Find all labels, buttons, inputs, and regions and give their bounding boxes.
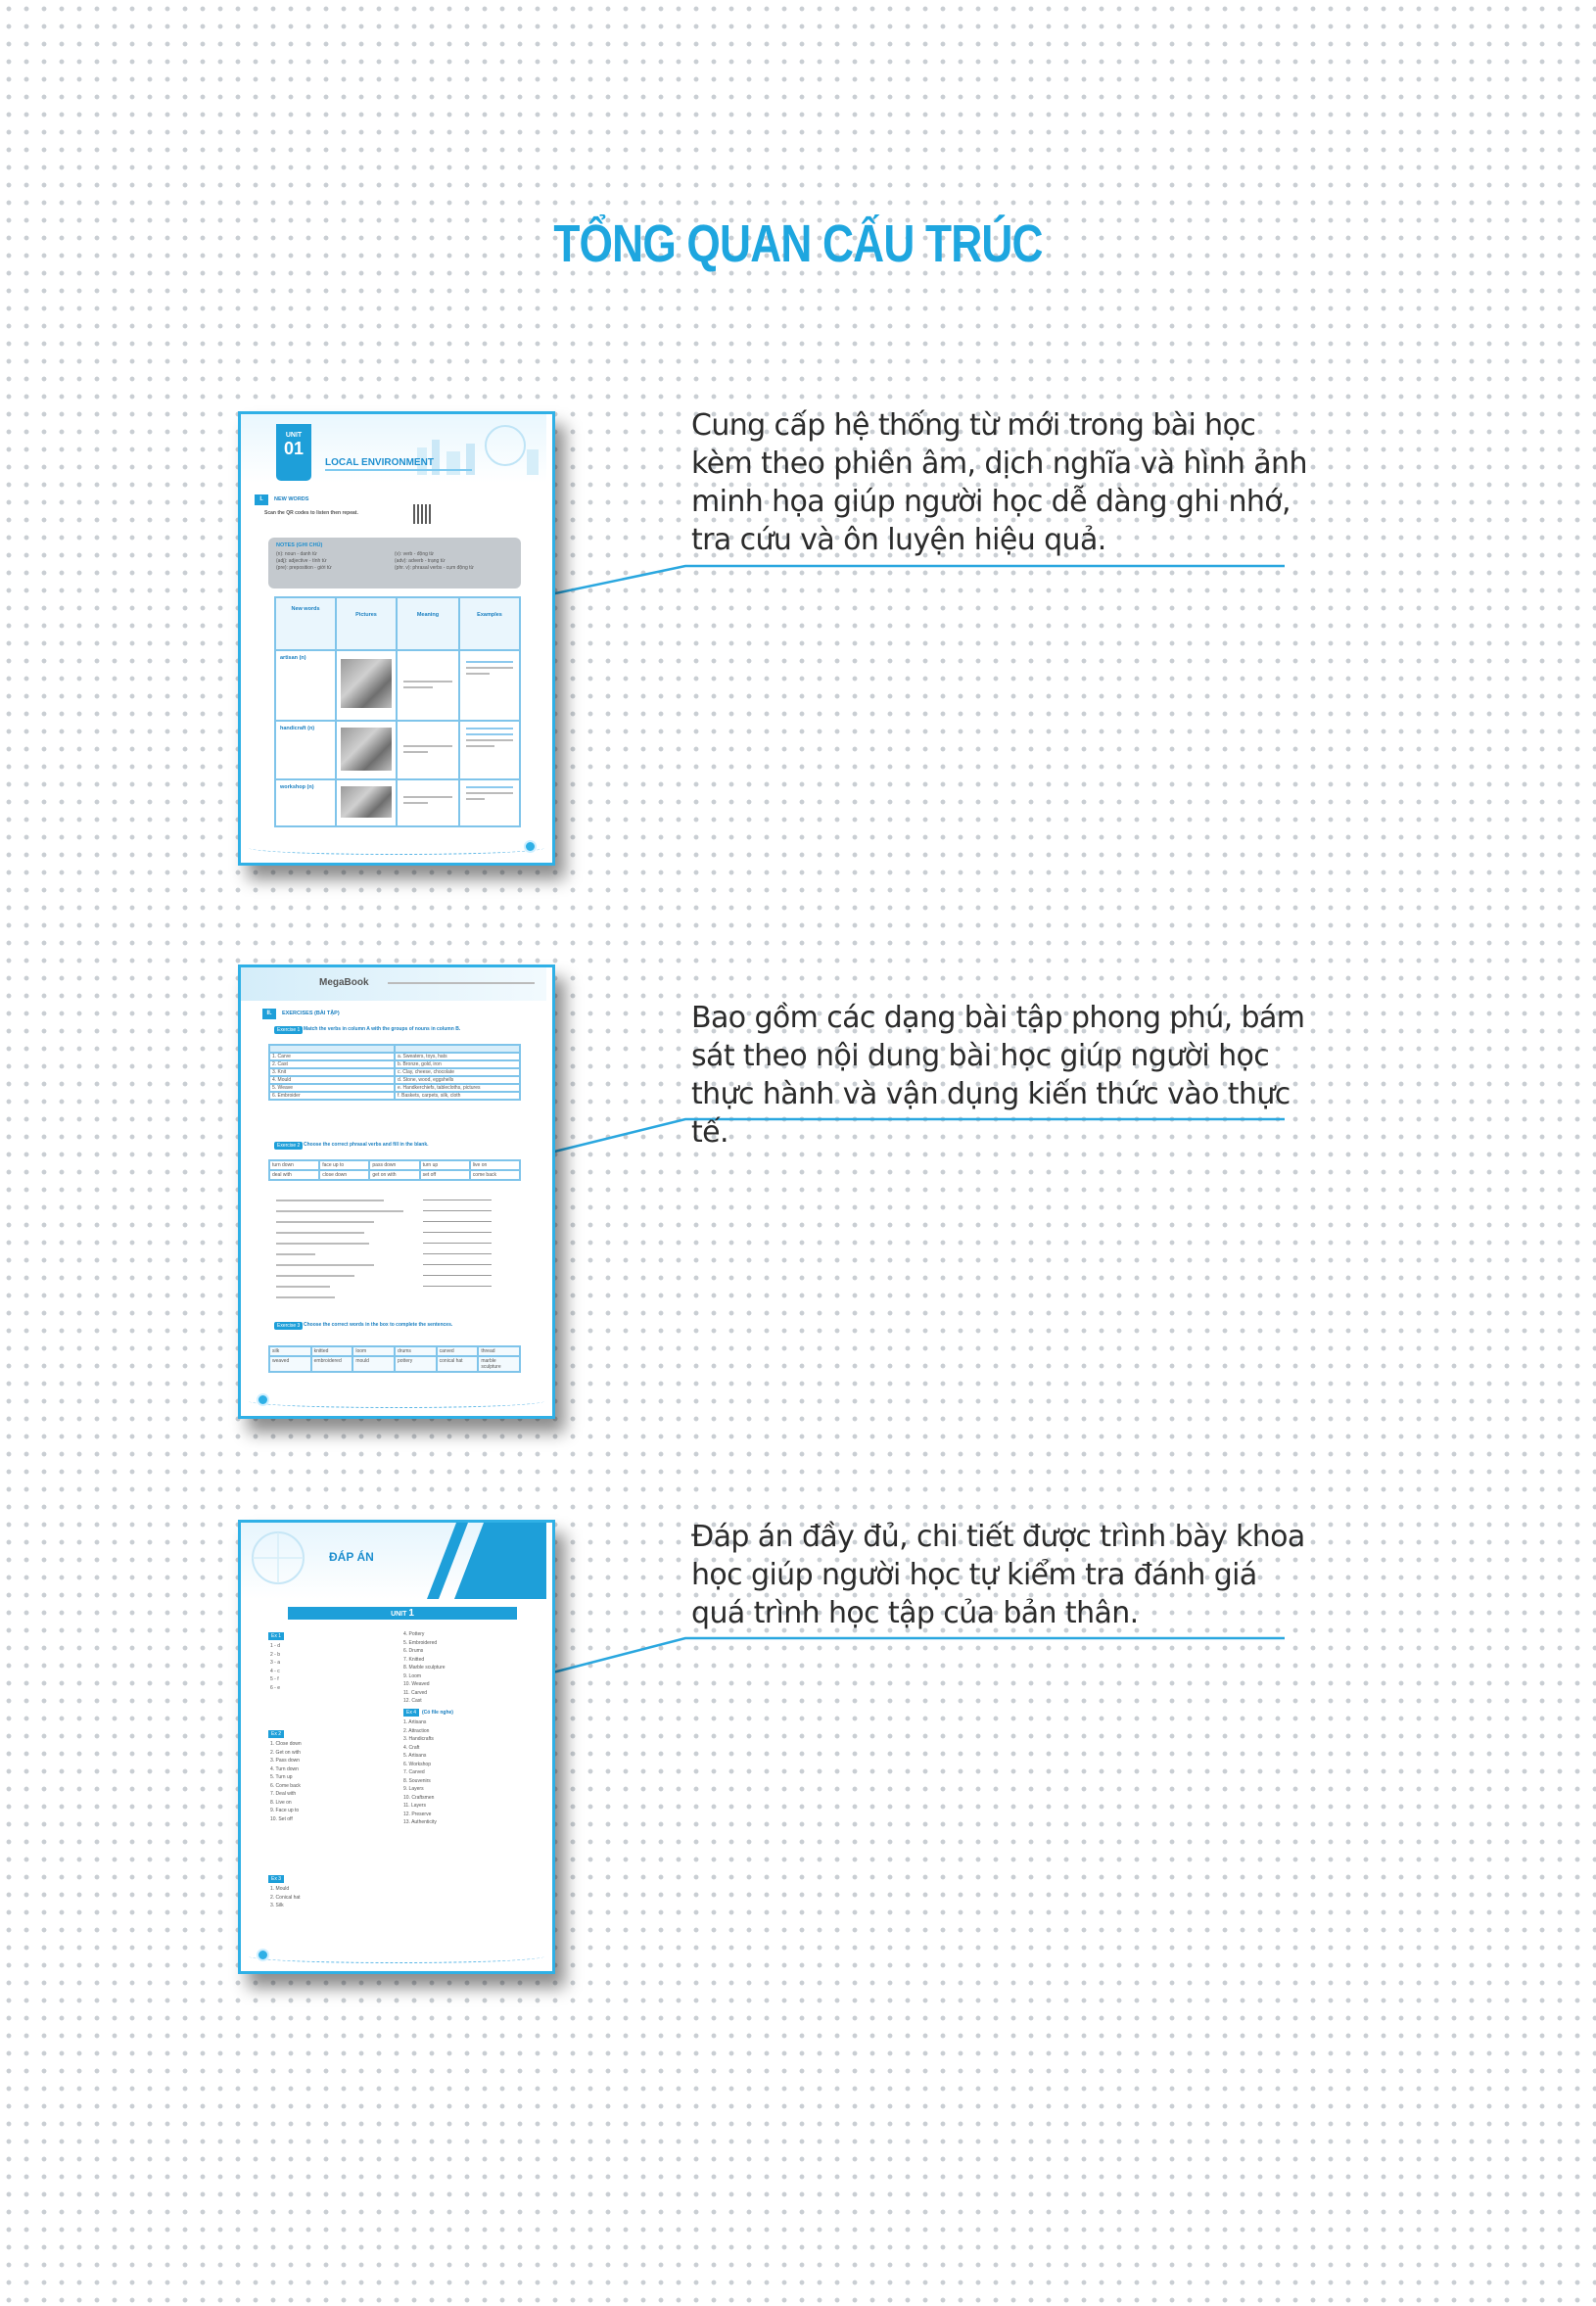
answer-header-band bbox=[241, 1523, 546, 1599]
unit-banner bbox=[241, 414, 546, 483]
answer-item: 4. Craft bbox=[403, 1744, 420, 1751]
page-number-dot bbox=[257, 1949, 269, 1961]
answer-item: 11. Carved bbox=[403, 1689, 428, 1696]
answer-item: 3. Pass down bbox=[270, 1758, 301, 1764]
answer-item: 6 - e bbox=[270, 1684, 281, 1691]
new-words-page-thumbnail bbox=[238, 411, 555, 866]
unit-number: 01 bbox=[283, 439, 305, 458]
note-item: (adj): adjective - tính từ bbox=[276, 558, 327, 564]
answer-item: 5 - f bbox=[270, 1676, 279, 1682]
answer-item: 12. Cast bbox=[403, 1698, 422, 1704]
ex-4-badge: Ex 4 bbox=[403, 1709, 419, 1717]
answer-item: 1. Close down bbox=[270, 1741, 302, 1747]
word-option: mould bbox=[352, 1356, 395, 1372]
answer-item: 5. Artisans bbox=[403, 1753, 427, 1759]
answer-item: 11. Layers bbox=[403, 1803, 426, 1809]
answer-item: 10. Weaved bbox=[403, 1681, 430, 1687]
answer-item: 5. Turn up bbox=[270, 1774, 293, 1780]
table-row bbox=[275, 721, 520, 779]
phrasal-verb: set off bbox=[420, 1170, 470, 1180]
ex-2-label: Ex 2 bbox=[268, 1730, 284, 1738]
ex-1-answers bbox=[270, 1642, 280, 1692]
exercise-3-label: Exercise 3 bbox=[274, 1322, 303, 1330]
exercise-1-label: Exercise 1 bbox=[274, 1026, 303, 1034]
answer-item: 3. Silk bbox=[270, 1903, 284, 1908]
unit-badge bbox=[276, 424, 311, 481]
phrasal-verb-box bbox=[268, 1159, 521, 1181]
answer-item: 12. Preserve bbox=[403, 1811, 432, 1817]
phrasal-verb: come back bbox=[470, 1170, 520, 1180]
answer-item: 2. Conical hat bbox=[270, 1894, 301, 1901]
answer-item: 4. Pottery bbox=[403, 1631, 425, 1637]
column-header: Examples bbox=[459, 597, 520, 650]
word-cell: handicraft (n) bbox=[275, 721, 336, 779]
answer-item: 2. Attraction bbox=[403, 1727, 430, 1734]
answer-item: 1. Mould bbox=[270, 1886, 290, 1892]
ex-4-answers bbox=[403, 1718, 437, 1827]
column-a-item: 3. Knit bbox=[269, 1068, 395, 1076]
exercise-2-title: Choose the correct phrasal verbs and fill in the blank. bbox=[304, 1142, 429, 1148]
note-item: (adv): adverb - trạng từ bbox=[395, 558, 446, 564]
answer-item: 1. Artisans bbox=[403, 1719, 427, 1725]
column-b-item: c. Clay, cheese, chocolate bbox=[395, 1068, 520, 1076]
answer-item: 9. Face up to bbox=[270, 1808, 300, 1813]
section-title: NEW WORDS bbox=[274, 496, 309, 502]
exercises-page-thumbnail bbox=[238, 965, 555, 1419]
qr-code-icon bbox=[413, 504, 433, 524]
answer-item: 4. Turn down bbox=[270, 1765, 299, 1772]
section-badge: I. bbox=[255, 494, 268, 505]
fill-in-lines bbox=[276, 1195, 521, 1302]
answer-item: 3 - a bbox=[270, 1660, 281, 1666]
unit-number: 1 bbox=[408, 1608, 414, 1619]
word-cell: workshop (n) bbox=[275, 779, 336, 826]
note-item: (n): noun - danh từ bbox=[276, 551, 317, 557]
unit-label: UNIT bbox=[285, 432, 303, 439]
brand-logo: MegaBook bbox=[319, 977, 369, 988]
word-option: drums bbox=[395, 1346, 437, 1356]
answer-item: 6. Workshop bbox=[403, 1761, 431, 1767]
note-item: (v): verb - động từ bbox=[395, 551, 435, 557]
word-option: thread bbox=[478, 1346, 520, 1356]
note-item: (pre): preposition - giới từ bbox=[276, 565, 332, 571]
section-title: EXERCISES (BÀI TẬP) bbox=[282, 1011, 340, 1016]
phrasal-verb: live on bbox=[470, 1160, 520, 1170]
column-b-item: d. Stone, wood, eggshells bbox=[395, 1076, 520, 1084]
column-b-item: b. Bronze, gold, iron bbox=[395, 1060, 520, 1068]
column-b-item: f. Baskets, carpets, silk, cloth bbox=[395, 1092, 520, 1100]
answer-item: 13. Authenticity bbox=[403, 1819, 437, 1825]
note-item: (phr. v): phrasal verbs - cụm động từ bbox=[395, 565, 474, 571]
column-header: New words bbox=[275, 597, 336, 650]
answer-key-page-thumbnail bbox=[238, 1520, 555, 1974]
notes-box bbox=[268, 538, 521, 588]
answer-item: 4 - c bbox=[270, 1668, 280, 1674]
answer-item: 3. Handicrafts bbox=[403, 1736, 434, 1742]
unit-title: LOCAL ENVIRONMENT bbox=[325, 457, 434, 468]
page-number-dot bbox=[524, 840, 537, 853]
phrasal-verb: close down bbox=[319, 1170, 369, 1180]
word-option: weaved bbox=[269, 1356, 311, 1372]
column-a-item: 4. Mould bbox=[269, 1076, 395, 1084]
answer-item: 6. Drums bbox=[403, 1648, 424, 1654]
page-curl bbox=[249, 1950, 544, 1963]
header-stripe bbox=[388, 982, 535, 984]
ex-3-answers bbox=[270, 1885, 301, 1910]
workshop-photo bbox=[341, 786, 392, 818]
section-2-description: Bao gồm các dạng bài tập phong phú, bám sát theo nội dung bài học giúp người học thực hành và vận dụng kiến thức vào thực tế. bbox=[691, 1001, 1305, 1150]
word-option: carved bbox=[437, 1346, 479, 1356]
answer-item: 2. Get on with bbox=[270, 1749, 301, 1756]
vocab-table bbox=[274, 596, 521, 827]
answer-item: 1 - d bbox=[270, 1643, 281, 1649]
unit-title-underline bbox=[325, 469, 472, 471]
ex-1-label: Ex 1 bbox=[268, 1632, 284, 1640]
ex-3-label: Ex 3 bbox=[268, 1875, 284, 1883]
answer-item: 10. Craftsmen bbox=[403, 1794, 435, 1801]
word-option: silk bbox=[269, 1346, 311, 1356]
answer-item: 10. Set off bbox=[270, 1815, 293, 1822]
ex-3-continued-answers bbox=[403, 1630, 446, 1706]
section-badge: II. bbox=[262, 1009, 276, 1019]
word-box bbox=[268, 1345, 521, 1373]
unit-label: UNIT bbox=[391, 1611, 407, 1618]
column-a-item: 6. Embroider bbox=[269, 1092, 395, 1100]
column-a-item: 5. Weave bbox=[269, 1084, 395, 1092]
answer-item: 8. Souvenirs bbox=[403, 1777, 431, 1784]
column-a-item: 1. Carve bbox=[269, 1053, 395, 1060]
answer-item: 8. Marble sculpture bbox=[403, 1665, 446, 1671]
column-header: Pictures bbox=[336, 597, 397, 650]
column-b-item: e. Handkerchiefs, tablecloths, pictures bbox=[395, 1084, 520, 1092]
page-curl bbox=[249, 1394, 544, 1408]
ex-2-answers bbox=[270, 1740, 302, 1823]
word-option: pottery bbox=[395, 1356, 437, 1372]
phrasal-verb: turn down bbox=[269, 1160, 319, 1170]
section-1-description: Cung cấp hệ thống từ mới trong bài học kèm theo phiên âm, dịch nghĩa và hình ảnh minh họa giúp người học dễ dàng ghi nhớ, tra cứu và ôn luyện hiệu quả. bbox=[691, 408, 1307, 557]
matching-table bbox=[268, 1044, 521, 1101]
word-option: marble sculpture bbox=[478, 1356, 520, 1372]
exercise-1-title: Match the verbs in column A with the groups of nouns in column B. bbox=[304, 1026, 461, 1032]
section-3-description: Đáp án đầy đủ, chi tiết được trình bày khoa học giúp người học tự kiểm tra đánh giá quá trình học tập của bản thân. bbox=[691, 1520, 1305, 1630]
phrasal-verb: turn up bbox=[420, 1160, 470, 1170]
exercise-2-label: Exercise 2 bbox=[274, 1142, 303, 1150]
table-row bbox=[275, 650, 520, 721]
header-stripes bbox=[388, 1523, 546, 1599]
answer-item: 2 - b bbox=[270, 1651, 281, 1658]
handicraft-photo bbox=[341, 728, 392, 771]
page-number-dot bbox=[257, 1393, 269, 1406]
page-curl bbox=[249, 841, 544, 855]
column-a-item: 2. Cast bbox=[269, 1060, 395, 1068]
word-option: conical hat bbox=[437, 1356, 479, 1372]
column-b-item: a. Sweaters, toys, hats bbox=[395, 1053, 520, 1060]
phrasal-verb: pass down bbox=[369, 1160, 419, 1170]
word-option: embroidered bbox=[311, 1356, 353, 1372]
notes-header: NOTES (GHI CHÚ) bbox=[276, 542, 323, 548]
ex-4-note: (Có file nghe) bbox=[422, 1710, 453, 1716]
answer-item: 7. Knitted bbox=[403, 1656, 425, 1663]
phrasal-verb: face up to bbox=[319, 1160, 369, 1170]
answer-item: 7. Deal with bbox=[270, 1791, 297, 1797]
word-option: loom bbox=[352, 1346, 395, 1356]
unit-banner bbox=[288, 1607, 517, 1620]
table-row bbox=[275, 779, 520, 826]
connector-line-1 bbox=[537, 566, 1285, 597]
phrasal-verb: get on with bbox=[369, 1170, 419, 1180]
column-header: Meaning bbox=[397, 597, 459, 650]
word-option: knitted bbox=[311, 1346, 353, 1356]
answer-item: 9. Layers bbox=[403, 1786, 424, 1792]
qr-instruction: Scan the QR codes to listen then repeat. bbox=[264, 510, 358, 516]
answer-item: 9. Loom bbox=[403, 1672, 422, 1679]
ferris-wheel-image bbox=[245, 1527, 313, 1595]
connector-line-3 bbox=[519, 1638, 1285, 1681]
word-cell: artisan (n) bbox=[275, 650, 336, 721]
answer-item: 7. Carved bbox=[403, 1769, 425, 1775]
phrasal-verb: deal with bbox=[269, 1170, 319, 1180]
answer-item: 8. Live on bbox=[270, 1799, 292, 1806]
page-title: TỔNG QUAN CẤU TRÚC bbox=[553, 214, 1043, 273]
exercise-3-title: Choose the correct words in the box to complete the sentences. bbox=[304, 1322, 453, 1328]
answer-key-title: ĐÁP ÁN bbox=[329, 1550, 374, 1564]
artisan-photo bbox=[341, 659, 392, 708]
ex-4-label bbox=[403, 1709, 453, 1717]
answer-item: 6. Come back bbox=[270, 1782, 301, 1789]
answer-item: 5. Embroidered bbox=[403, 1639, 438, 1646]
brand-header bbox=[241, 967, 546, 1001]
